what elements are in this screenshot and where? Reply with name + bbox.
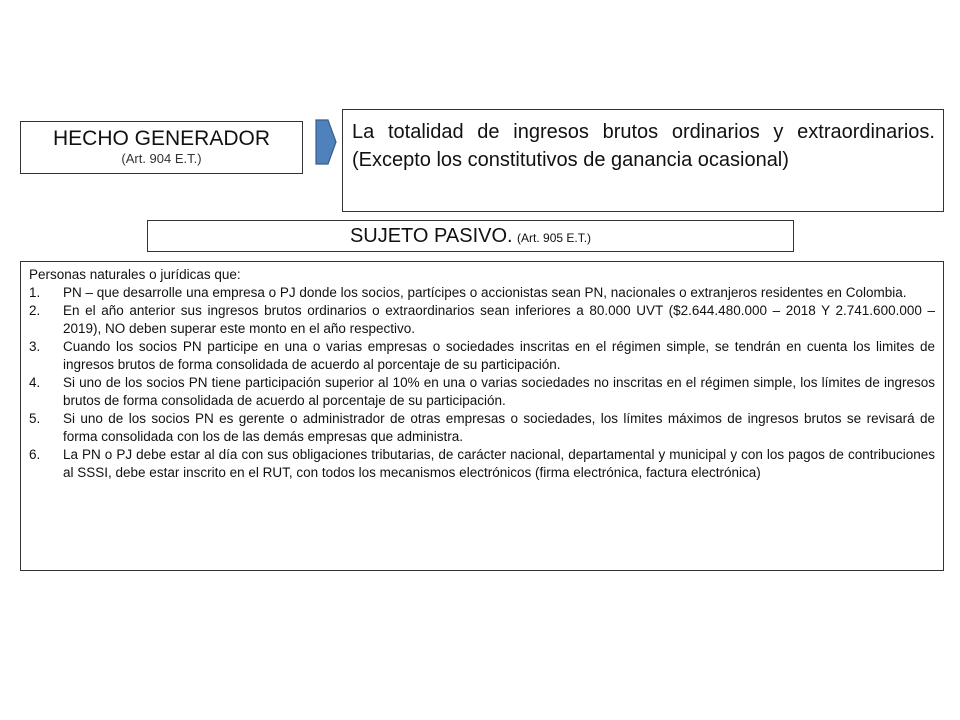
requirement-item xyxy=(29,302,935,338)
hecho-generador-title: HECHO GENERADOR xyxy=(52,127,271,150)
requirement-number: 2. xyxy=(29,303,41,318)
hecho-generador-ref: (Art. 904 E.T.) xyxy=(121,151,202,166)
requirement-text: Si uno de los socios PN tiene participación superior al 10% en una o varias sociedades no inscritas en el régimen simple, los límites de ingresos brutos de forma consolidada de acuerdo al porcentaje de su participación. xyxy=(63,375,935,408)
requirement-item xyxy=(29,374,935,410)
requirements-list xyxy=(29,284,935,482)
requirement-number: 5. xyxy=(29,411,41,426)
requirement-text: PN – que desarrolle una empresa o PJ donde los socios, partícipes o accionistas sean PN, nacionales o extranjeros residentes en Colombia. xyxy=(63,285,907,300)
requirement-number: 3. xyxy=(29,339,41,354)
chevron-right-arrow-icon xyxy=(315,119,337,165)
definition-box xyxy=(342,109,944,212)
personas-intro: Personas naturales o jurídicas que: xyxy=(29,267,241,282)
requirement-item xyxy=(29,284,935,302)
sujeto-pasivo-title: SUJETO PASIVO. xyxy=(349,225,513,247)
requirement-item xyxy=(29,410,935,446)
definition-text: La totalidad de ingresos brutos ordinarios y extraordinarios. (Excepto los constitutivos de ganancia ocasional) xyxy=(352,121,935,171)
requirement-item xyxy=(29,446,935,482)
requirement-text: Si uno de los socios PN es gerente o administrador de otras empresas o sociedades, los límites máximos de ingresos brutos se revisará de forma consolidada con los de las demás empresas que administra. xyxy=(63,411,935,444)
requirement-item xyxy=(29,338,935,374)
hecho-generador-box xyxy=(20,121,303,174)
requirement-number: 4. xyxy=(29,375,41,390)
sujeto-pasivo-ref: (Art. 905 E.T.) xyxy=(517,231,592,245)
requirement-text: La PN o PJ debe estar al día con sus obligaciones tributarias, de carácter nacional, departamental y municipal y con los pagos de contribuciones al SSSI, debe estar inscrito en el RUT, con todos los mecanismos electrónicos (firma electrónica, factura electrónica) xyxy=(63,447,935,480)
requirement-number: 6. xyxy=(29,447,41,462)
personas-requirements-box xyxy=(20,261,944,571)
requirement-number: 1. xyxy=(29,285,41,300)
requirement-text: En el año anterior sus ingresos brutos ordinarios o extraordinarios sean inferiores a 80.000 UVT ($2.644.480.000 – 2018 Y 2.741.600.000 – 2019), NO deben superar este monto en el año respectivo. xyxy=(63,303,935,336)
sujeto-pasivo-box xyxy=(147,220,794,252)
requirement-text: Cuando los socios PN participe en una o varias empresas o sociedades inscritas en el régimen simple, se tendrán en cuenta los limites de ingresos brutos de forma consolidada de acuerdo al porcentaje de su participación. xyxy=(63,339,935,372)
